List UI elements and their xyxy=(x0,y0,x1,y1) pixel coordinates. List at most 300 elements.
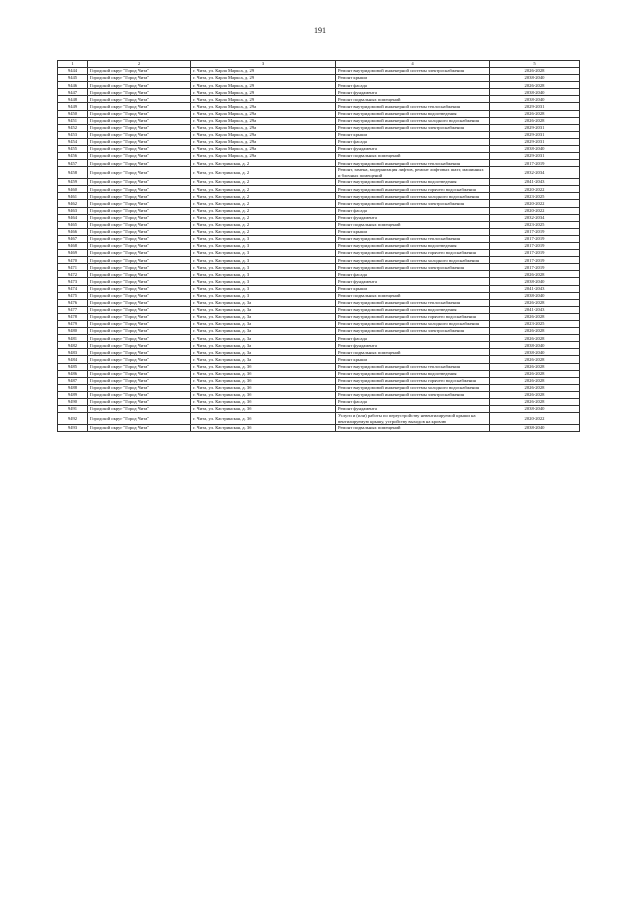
period-cell: 2026-2028 xyxy=(490,391,580,398)
row-number-cell: 9448 xyxy=(58,96,88,103)
municipality-cell: Городской округ "Город Чита" xyxy=(88,242,191,249)
period-cell: 2026-2028 xyxy=(490,68,580,75)
address-cell: г. Чита, ул. Карла Маркса, д. 29а xyxy=(191,110,336,117)
table-row xyxy=(58,425,580,432)
address-cell: г. Чита, ул. Карла Маркса, д. 29 xyxy=(191,75,336,82)
work-type-cell: Ремонт фасада xyxy=(336,82,490,89)
address-cell: г. Чита, ул. Карла Маркса, д. 29а xyxy=(191,124,336,131)
table-row xyxy=(58,306,580,313)
municipality-cell: Городской округ "Город Чита" xyxy=(88,75,191,82)
period-cell: 2026-2028 xyxy=(490,370,580,377)
address-cell: г. Чита, ул. Карла Маркса, д. 29а xyxy=(191,146,336,153)
column-header-4: 4 xyxy=(336,61,490,68)
address-cell: г. Чита, ул. Кастринская, д. 3б xyxy=(191,363,336,370)
address-cell: г. Чита, ул. Кастринская, д. 2 xyxy=(191,214,336,221)
address-cell: г. Чита, ул. Карла Маркса, д. 29а xyxy=(191,153,336,160)
row-number-cell: 9481 xyxy=(58,335,88,342)
period-cell: 2038-2040 xyxy=(490,342,580,349)
table-row xyxy=(58,89,580,96)
period-cell: 2032-2034 xyxy=(490,214,580,221)
table-header xyxy=(58,61,580,68)
period-cell: 2026-2028 xyxy=(490,110,580,117)
period-cell: 2038-2040 xyxy=(490,75,580,82)
work-type-cell: Ремонт внутридомовой инженерной системы электроснабжения xyxy=(336,124,490,131)
address-cell: г. Чита, ул. Кастринская, д. 2 xyxy=(191,207,336,214)
period-cell: 2020-2022 xyxy=(490,200,580,207)
table-row xyxy=(58,110,580,117)
table-row xyxy=(58,377,580,384)
municipality-cell: Городской округ "Город Чита" xyxy=(88,391,191,398)
address-cell: г. Чита, ул. Кастринская, д. 3а xyxy=(191,335,336,342)
municipality-cell: Городской округ "Город Чита" xyxy=(88,384,191,391)
municipality-cell: Городской округ "Город Чита" xyxy=(88,264,191,271)
period-cell: 2038-2040 xyxy=(490,278,580,285)
column-header-1: 1 xyxy=(58,61,88,68)
address-cell: г. Чита, ул. Карла Маркса, д. 29 xyxy=(191,68,336,75)
table-row xyxy=(58,82,580,89)
work-type-cell: Ремонт внутридомовой инженерной системы водоотведения xyxy=(336,306,490,313)
municipality-cell: Городской округ "Город Чита" xyxy=(88,299,191,306)
address-cell: г. Чита, ул. Кастринская, д. 3б xyxy=(191,413,336,425)
row-number-cell: 9477 xyxy=(58,306,88,313)
municipality-cell: Городской округ "Город Чита" xyxy=(88,200,191,207)
municipality-cell: Городской округ "Город Чита" xyxy=(88,153,191,160)
table-row xyxy=(58,235,580,242)
row-number-cell: 9467 xyxy=(58,235,88,242)
row-number-cell: 9485 xyxy=(58,363,88,370)
row-number-cell: 9486 xyxy=(58,370,88,377)
municipality-cell: Городской округ "Город Чита" xyxy=(88,257,191,264)
municipality-cell: Городской округ "Город Чита" xyxy=(88,68,191,75)
period-cell: 2029-2031 xyxy=(490,153,580,160)
municipality-cell: Городской округ "Город Чита" xyxy=(88,235,191,242)
address-cell: г. Чита, ул. Кастринская, д. 3а xyxy=(191,328,336,335)
table-row xyxy=(58,406,580,413)
column-header-5: 5 xyxy=(490,61,580,68)
work-type-cell: Ремонт крыши xyxy=(336,356,490,363)
address-cell: г. Чита, ул. Карла Маркса, д. 29 xyxy=(191,82,336,89)
address-cell: г. Чита, ул. Кастринская, д. 2 xyxy=(191,193,336,200)
period-cell: 2026-2028 xyxy=(490,384,580,391)
row-number-cell: 9449 xyxy=(58,103,88,110)
work-type-cell: Ремонт крыши xyxy=(336,228,490,235)
table-row xyxy=(58,68,580,75)
row-number-cell: 9489 xyxy=(58,391,88,398)
table-row xyxy=(58,179,580,186)
municipality-cell: Городской округ "Город Чита" xyxy=(88,328,191,335)
municipality-cell: Городской округ "Город Чита" xyxy=(88,313,191,320)
table-row xyxy=(58,75,580,82)
row-number-cell: 9471 xyxy=(58,264,88,271)
period-cell: 2020-2022 xyxy=(490,207,580,214)
period-cell: 2038-2040 xyxy=(490,425,580,432)
row-number-cell: 9488 xyxy=(58,384,88,391)
column-header-2: 2 xyxy=(88,61,191,68)
row-number-cell: 9447 xyxy=(58,89,88,96)
row-number-cell: 9479 xyxy=(58,321,88,328)
table-row xyxy=(58,292,580,299)
municipality-cell: Городской округ "Город Чита" xyxy=(88,321,191,328)
period-cell: 2026-2028 xyxy=(490,356,580,363)
work-type-cell: Ремонт внутридомовой инженерной системы электроснабжения xyxy=(336,200,490,207)
municipality-cell: Городской округ "Город Чита" xyxy=(88,110,191,117)
table-row xyxy=(58,299,580,306)
period-cell: 2029-2031 xyxy=(490,124,580,131)
column-header-3: 3 xyxy=(191,61,336,68)
address-cell: г. Чита, ул. Кастринская, д. 3а xyxy=(191,356,336,363)
row-number-cell: 9466 xyxy=(58,228,88,235)
period-cell: 2026-2028 xyxy=(490,399,580,406)
row-number-cell: 9480 xyxy=(58,328,88,335)
row-number-cell: 9475 xyxy=(58,292,88,299)
work-type-cell: Ремонт внутридомовой инженерной системы водоотведения xyxy=(336,242,490,249)
work-type-cell: Ремонт фундамента xyxy=(336,214,490,221)
table-row xyxy=(58,321,580,328)
period-cell: 2017-2019 xyxy=(490,264,580,271)
page-number: 191 xyxy=(314,26,326,35)
table-row xyxy=(58,160,580,167)
address-cell: г. Чита, ул. Карла Маркса, д. 29 xyxy=(191,96,336,103)
period-cell: 2017-2019 xyxy=(490,242,580,249)
municipality-cell: Городской округ "Город Чита" xyxy=(88,292,191,299)
address-cell: г. Чита, ул. Кастринская, д. 3 xyxy=(191,271,336,278)
work-type-cell: Ремонт внутридомовой инженерной системы теплоснабжения xyxy=(336,299,490,306)
period-cell: 2023-2025 xyxy=(490,221,580,228)
work-type-cell: Ремонт внутридомовой инженерной системы теплоснабжения xyxy=(336,160,490,167)
period-cell: 2041-2043 xyxy=(490,285,580,292)
address-cell: г. Чита, ул. Кастринская, д. 2 xyxy=(191,200,336,207)
row-number-cell: 9492 xyxy=(58,413,88,425)
period-cell: 2041-2043 xyxy=(490,306,580,313)
address-cell: г. Чита, ул. Кастринская, д. 3б xyxy=(191,406,336,413)
period-cell: 2029-2031 xyxy=(490,103,580,110)
row-number-cell: 9478 xyxy=(58,313,88,320)
work-type-cell: Ремонт фундамента xyxy=(336,406,490,413)
period-cell: 2038-2040 xyxy=(490,89,580,96)
table-row xyxy=(58,221,580,228)
row-number-cell: 9493 xyxy=(58,425,88,432)
work-type-cell: Ремонт внутридомовой инженерной системы холодного водоснабжения xyxy=(336,384,490,391)
work-type-cell: Ремонт фундамента xyxy=(336,89,490,96)
table-row xyxy=(58,264,580,271)
municipality-cell: Городской округ "Город Чита" xyxy=(88,117,191,124)
municipality-cell: Городской округ "Город Чита" xyxy=(88,138,191,145)
address-cell: г. Чита, ул. Кастринская, д. 3б xyxy=(191,399,336,406)
table-body xyxy=(58,68,580,432)
municipality-cell: Городской округ "Город Чита" xyxy=(88,89,191,96)
work-type-cell: Ремонт фундамента xyxy=(336,146,490,153)
row-number-cell: 9469 xyxy=(58,250,88,257)
municipality-cell: Городской округ "Город Чита" xyxy=(88,186,191,193)
row-number-cell: 9491 xyxy=(58,406,88,413)
municipality-cell: Городской округ "Город Чита" xyxy=(88,228,191,235)
row-number-cell: 9473 xyxy=(58,278,88,285)
row-number-cell: 9461 xyxy=(58,193,88,200)
row-number-cell: 9455 xyxy=(58,146,88,153)
work-type-cell: Ремонт подвальных помещений xyxy=(336,349,490,356)
row-number-cell: 9456 xyxy=(58,153,88,160)
period-cell: 2026-2028 xyxy=(490,299,580,306)
municipality-cell: Городской округ "Город Чита" xyxy=(88,342,191,349)
period-cell: 2023-2025 xyxy=(490,193,580,200)
address-cell: г. Чита, ул. Кастринская, д. 3 xyxy=(191,285,336,292)
period-cell: 2017-2019 xyxy=(490,257,580,264)
work-type-cell: Ремонт внутридомовой инженерной системы электроснабжения xyxy=(336,68,490,75)
table-row xyxy=(58,285,580,292)
period-cell: 2026-2028 xyxy=(490,82,580,89)
work-type-cell: Ремонт фундамента xyxy=(336,342,490,349)
table-row xyxy=(58,207,580,214)
municipality-cell: Городской округ "Город Чита" xyxy=(88,124,191,131)
address-cell: г. Чита, ул. Кастринская, д. 3 xyxy=(191,235,336,242)
municipality-cell: Городской округ "Город Чита" xyxy=(88,413,191,425)
municipality-cell: Городской округ "Город Чита" xyxy=(88,131,191,138)
municipality-cell: Городской округ "Город Чита" xyxy=(88,103,191,110)
work-type-cell: Ремонт, замена, модернизация лифтов, ремонт лифтовых шахт, машинных и блочных помещений xyxy=(336,167,490,179)
header-row xyxy=(58,61,580,68)
table-row xyxy=(58,391,580,398)
address-cell: г. Чита, ул. Карла Маркса, д. 29а xyxy=(191,138,336,145)
row-number-cell: 9464 xyxy=(58,214,88,221)
address-cell: г. Чита, ул. Кастринская, д. 2 xyxy=(191,179,336,186)
period-cell: 2017-2019 xyxy=(490,228,580,235)
row-number-cell: 9446 xyxy=(58,82,88,89)
work-type-cell: Ремонт внутридомовой инженерной системы горячего водоснабжения xyxy=(336,186,490,193)
work-type-cell: Ремонт внутридомовой инженерной системы холодного водоснабжения xyxy=(336,117,490,124)
work-type-cell: Ремонт фундамента xyxy=(336,278,490,285)
table-row xyxy=(58,328,580,335)
period-cell: 2029-2031 xyxy=(490,131,580,138)
municipality-cell: Городской округ "Город Чита" xyxy=(88,160,191,167)
work-type-cell: Ремонт внутридомовой инженерной системы электроснабжения xyxy=(336,328,490,335)
municipality-cell: Городской округ "Город Чита" xyxy=(88,349,191,356)
address-cell: г. Чита, ул. Кастринская, д. 3а xyxy=(191,306,336,313)
row-number-cell: 9454 xyxy=(58,138,88,145)
work-type-cell: Ремонт внутридомовой инженерной системы теплоснабжения xyxy=(336,363,490,370)
row-number-cell: 9468 xyxy=(58,242,88,249)
row-number-cell: 9483 xyxy=(58,349,88,356)
address-cell: г. Чита, ул. Кастринская, д. 2 xyxy=(191,160,336,167)
table-row xyxy=(58,200,580,207)
table-row xyxy=(58,363,580,370)
row-number-cell: 9445 xyxy=(58,75,88,82)
address-cell: г. Чита, ул. Кастринская, д. 2 xyxy=(191,167,336,179)
period-cell: 2017-2019 xyxy=(490,235,580,242)
row-number-cell: 9490 xyxy=(58,399,88,406)
municipality-cell: Городской округ "Город Чита" xyxy=(88,399,191,406)
work-type-cell: Ремонт внутридомовой инженерной системы горячего водоснабжения xyxy=(336,313,490,320)
work-type-cell: Ремонт внутридомовой инженерной системы холодного водоснабжения xyxy=(336,321,490,328)
period-cell: 2017-2019 xyxy=(490,160,580,167)
municipality-cell: Городской округ "Город Чита" xyxy=(88,370,191,377)
municipality-cell: Городской округ "Город Чита" xyxy=(88,207,191,214)
municipality-cell: Городской округ "Город Чита" xyxy=(88,82,191,89)
municipality-cell: Городской округ "Город Чита" xyxy=(88,250,191,257)
period-cell: 2026-2028 xyxy=(490,271,580,278)
address-cell: г. Чита, ул. Карла Маркса, д. 29а xyxy=(191,103,336,110)
table-row xyxy=(58,271,580,278)
address-cell: г. Чита, ул. Кастринская, д. 3б xyxy=(191,377,336,384)
row-number-cell: 9453 xyxy=(58,131,88,138)
table-row xyxy=(58,278,580,285)
row-number-cell: 9487 xyxy=(58,377,88,384)
period-cell: 2023-2025 xyxy=(490,321,580,328)
period-cell: 2026-2028 xyxy=(490,377,580,384)
work-type-cell: Ремонт крыши xyxy=(336,131,490,138)
table-row xyxy=(58,214,580,221)
municipality-cell: Городской округ "Город Чита" xyxy=(88,193,191,200)
municipality-cell: Городской округ "Город Чита" xyxy=(88,179,191,186)
table-row xyxy=(58,193,580,200)
period-cell: 2041-2043 xyxy=(490,179,580,186)
work-type-cell: Ремонт внутридомовой инженерной системы электроснабжения xyxy=(336,391,490,398)
table-row xyxy=(58,250,580,257)
period-cell: 2026-2028 xyxy=(490,363,580,370)
table-row xyxy=(58,342,580,349)
row-number-cell: 9444 xyxy=(58,68,88,75)
row-number-cell: 9470 xyxy=(58,257,88,264)
municipality-cell: Городской округ "Город Чита" xyxy=(88,146,191,153)
municipality-cell: Городской округ "Город Чита" xyxy=(88,278,191,285)
municipality-cell: Городской округ "Город Чита" xyxy=(88,406,191,413)
period-cell: 2029-2031 xyxy=(490,138,580,145)
table-row xyxy=(58,138,580,145)
table-row xyxy=(58,153,580,160)
row-number-cell: 9472 xyxy=(58,271,88,278)
row-number-cell: 9462 xyxy=(58,200,88,207)
work-type-cell: Ремонт внутридомовой инженерной системы водоотведения xyxy=(336,110,490,117)
work-type-cell: Ремонт подвальных помещений xyxy=(336,96,490,103)
municipality-cell: Городской округ "Город Чита" xyxy=(88,214,191,221)
period-cell: 2020-2022 xyxy=(490,413,580,425)
row-number-cell: 9451 xyxy=(58,117,88,124)
address-cell: г. Чита, ул. Кастринская, д. 3б xyxy=(191,370,336,377)
period-cell: 2026-2028 xyxy=(490,335,580,342)
period-cell: 2038-2040 xyxy=(490,96,580,103)
municipality-cell: Городской округ "Город Чита" xyxy=(88,167,191,179)
period-cell: 2020-2022 xyxy=(490,186,580,193)
table-row xyxy=(58,96,580,103)
table-row xyxy=(58,356,580,363)
address-cell: г. Чита, ул. Карла Маркса, д. 29а xyxy=(191,131,336,138)
row-number-cell: 9459 xyxy=(58,179,88,186)
row-number-cell: 9474 xyxy=(58,285,88,292)
period-cell: 2038-2040 xyxy=(490,406,580,413)
work-type-cell: Ремонт внутридомовой инженерной системы электроснабжения xyxy=(336,264,490,271)
table-row xyxy=(58,146,580,153)
work-type-cell: Ремонт подвальных помещений xyxy=(336,292,490,299)
municipality-cell: Городской округ "Город Чита" xyxy=(88,271,191,278)
address-cell: г. Чита, ул. Кастринская, д. 3а xyxy=(191,299,336,306)
work-type-cell: Ремонт фасада xyxy=(336,138,490,145)
table-row xyxy=(58,228,580,235)
municipality-cell: Городской округ "Город Чита" xyxy=(88,356,191,363)
row-number-cell: 9458 xyxy=(58,167,88,179)
table-row xyxy=(58,103,580,110)
table-row xyxy=(58,413,580,425)
work-type-cell: Ремонт внутридомовой инженерной системы холодного водоснабжения xyxy=(336,193,490,200)
address-cell: г. Чита, ул. Кастринская, д. 2 xyxy=(191,228,336,235)
municipality-cell: Городской округ "Город Чита" xyxy=(88,285,191,292)
work-type-cell: Ремонт фасада xyxy=(336,399,490,406)
table-row xyxy=(58,186,580,193)
table-row xyxy=(58,124,580,131)
work-type-cell: Ремонт фасада xyxy=(336,207,490,214)
municipality-cell: Городской округ "Город Чита" xyxy=(88,221,191,228)
table-row xyxy=(58,399,580,406)
address-cell: г. Чита, ул. Кастринская, д. 3а xyxy=(191,342,336,349)
period-cell: 2026-2028 xyxy=(490,313,580,320)
table-row xyxy=(58,349,580,356)
municipality-cell: Городской округ "Город Чита" xyxy=(88,306,191,313)
address-cell: г. Чита, ул. Карла Маркса, д. 29а xyxy=(191,117,336,124)
work-type-cell: Ремонт внутридомовой инженерной системы холодного водоснабжения xyxy=(336,257,490,264)
table-row xyxy=(58,257,580,264)
address-cell: г. Чита, ул. Кастринская, д. 3б xyxy=(191,391,336,398)
municipality-cell: Городской округ "Город Чита" xyxy=(88,96,191,103)
municipality-cell: Городской округ "Город Чита" xyxy=(88,335,191,342)
work-type-cell: Ремонт крыши xyxy=(336,285,490,292)
municipality-cell: Городской округ "Город Чита" xyxy=(88,425,191,432)
work-type-cell: Ремонт фасада xyxy=(336,271,490,278)
address-cell: г. Чита, ул. Кастринская, д. 3а xyxy=(191,349,336,356)
work-type-cell: Ремонт внутридомовой инженерной системы теплоснабжения xyxy=(336,103,490,110)
address-cell: г. Чита, ул. Кастринская, д. 3 xyxy=(191,264,336,271)
period-cell: 2017-2019 xyxy=(490,250,580,257)
address-cell: г. Чита, ул. Карла Маркса, д. 29 xyxy=(191,89,336,96)
period-cell: 2038-2040 xyxy=(490,292,580,299)
work-type-cell: Ремонт внутридомовой инженерной системы горячего водоснабжения xyxy=(336,377,490,384)
period-cell: 2026-2028 xyxy=(490,117,580,124)
row-number-cell: 9476 xyxy=(58,299,88,306)
address-cell: г. Чита, ул. Кастринская, д. 3б xyxy=(191,425,336,432)
row-number-cell: 9460 xyxy=(58,186,88,193)
work-type-cell: Ремонт фасада xyxy=(336,335,490,342)
capital-repair-register-table xyxy=(57,60,580,432)
row-number-cell: 9457 xyxy=(58,160,88,167)
municipality-cell: Городской округ "Город Чита" xyxy=(88,363,191,370)
work-type-cell: Услуги и (или) работы по переустройству невентилируемой крыши на вентилируемую крышу, устройству выходов на кровлю xyxy=(336,413,490,425)
address-cell: г. Чита, ул. Кастринская, д. 2 xyxy=(191,186,336,193)
address-cell: г. Чита, ул. Кастринская, д. 3а xyxy=(191,321,336,328)
period-cell: 2032-2034 xyxy=(490,167,580,179)
work-type-cell: Ремонт внутридомовой инженерной системы горячего водоснабжения xyxy=(336,250,490,257)
row-number-cell: 9450 xyxy=(58,110,88,117)
work-type-cell: Ремонт крыши xyxy=(336,75,490,82)
period-cell: 2038-2040 xyxy=(490,146,580,153)
address-cell: г. Чита, ул. Кастринская, д. 2 xyxy=(191,221,336,228)
address-cell: г. Чита, ул. Кастринская, д. 3б xyxy=(191,384,336,391)
municipality-cell: Городской округ "Город Чита" xyxy=(88,377,191,384)
table-row xyxy=(58,167,580,179)
period-cell: 2026-2028 xyxy=(490,328,580,335)
row-number-cell: 9452 xyxy=(58,124,88,131)
table-row xyxy=(58,370,580,377)
work-type-cell: Ремонт внутридомовой инженерной системы теплоснабжения xyxy=(336,235,490,242)
address-cell: г. Чита, ул. Кастринская, д. 3а xyxy=(191,313,336,320)
work-type-cell: Ремонт внутридомовой инженерной системы водоотведения xyxy=(336,179,490,186)
work-type-cell: Ремонт внутридомовой инженерной системы водоотведения xyxy=(336,370,490,377)
table-row xyxy=(58,335,580,342)
address-cell: г. Чита, ул. Кастринская, д. 3 xyxy=(191,250,336,257)
table-row xyxy=(58,131,580,138)
address-cell: г. Чита, ул. Кастринская, д. 3 xyxy=(191,278,336,285)
row-number-cell: 9465 xyxy=(58,221,88,228)
work-type-cell: Ремонт подвальных помещений xyxy=(336,425,490,432)
address-cell: г. Чита, ул. Кастринская, д. 3 xyxy=(191,242,336,249)
address-cell: г. Чита, ул. Кастринская, д. 3 xyxy=(191,257,336,264)
table-row xyxy=(58,117,580,124)
